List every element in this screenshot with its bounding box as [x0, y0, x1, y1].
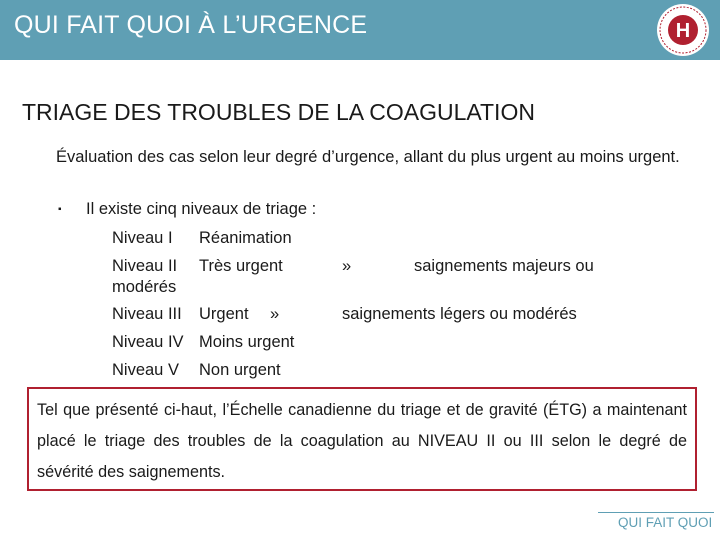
level-3-name: Niveau III: [112, 305, 182, 323]
section-title: TRIAGE DES TROUBLES DE LA COAGULATION: [22, 99, 535, 125]
level-5-desc: Non urgent: [199, 361, 281, 379]
level-2-name: Niveau II: [112, 257, 178, 275]
level-3-arrow: »: [270, 305, 280, 323]
bullet-marker: ▪: [58, 204, 62, 215]
level-4-name: Niveau IV: [112, 333, 184, 351]
footer-label: QUI FAIT QUOI: [618, 515, 713, 530]
level-2-desc: Très urgent: [199, 257, 283, 275]
level-2-note-continuation: modérés: [112, 278, 177, 296]
header-bar: [0, 0, 720, 60]
bullet-text: Il existe cinq niveaux de triage :: [86, 200, 317, 218]
intro-text: Évaluation des cas selon leur degré d’urgence, allant du plus urgent au moins urgent.: [56, 148, 680, 166]
footer-divider: [598, 512, 714, 513]
level-1-desc: Réanimation: [199, 229, 292, 247]
level-2-arrow: »: [342, 257, 352, 275]
page-title: QUI FAIT QUOI À L’URGENCE: [14, 11, 368, 39]
level-3-note: saignements légers ou modérés: [342, 305, 577, 323]
callout-box: Tel que présenté ci-haut, l’Échelle canadienne du triage et de gravité (ÉTG) a maintenant placé le triage des troubles de la coagulation au NIVEAU II ou III selon le degré de sévérité des saignements.: [27, 387, 697, 491]
level-2-note: saignements majeurs ou: [414, 257, 594, 275]
level-1-name: Niveau I: [112, 229, 173, 247]
level-4-desc: Moins urgent: [199, 333, 295, 351]
level-3-desc: Urgent: [199, 305, 249, 323]
level-5-name: Niveau V: [112, 361, 179, 379]
hospital-logo-icon: [656, 3, 710, 57]
logo-letter: H: [675, 20, 691, 42]
